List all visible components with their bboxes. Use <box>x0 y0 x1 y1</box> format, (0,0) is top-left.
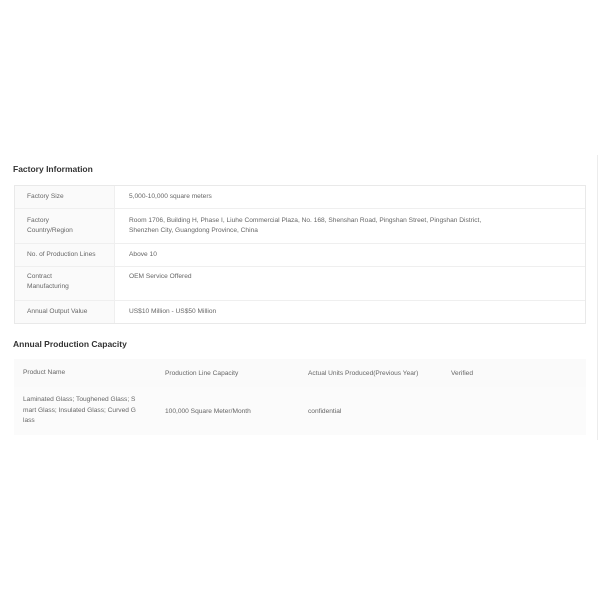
contract-manufacturing-value: OEM Service Offered <box>129 273 192 280</box>
table-row <box>14 387 586 435</box>
annual-production-capacity-title: Annual Production Capacity <box>13 339 127 349</box>
column-header-verified: Verified <box>451 369 473 377</box>
annual-output-label: Annual Output Value <box>15 301 115 323</box>
factory-information-title: Factory Information <box>13 164 93 174</box>
column-header-product-name: Product Name <box>23 368 66 376</box>
column-header-actual-units-produced: Actual Units Produced(Previous Year) <box>308 369 419 377</box>
table-header <box>14 359 586 387</box>
factory-country-region-label: Factory Country/Region <box>15 209 115 243</box>
production-line-capacity-cell: 100,000 Square Meter/Month <box>165 407 251 415</box>
actual-units-produced-cell: confidential <box>308 407 342 415</box>
production-capacity-table <box>14 359 586 435</box>
factory-size-value: 5,000-10,000 square meters <box>129 193 212 200</box>
table-row <box>15 301 585 323</box>
table-row <box>15 186 585 209</box>
annual-output-value: US$10 Million - US$50 Million <box>129 308 217 315</box>
table-row <box>15 267 585 301</box>
factory-information-table <box>14 185 586 324</box>
production-lines-value: Above 10 <box>129 251 157 258</box>
production-lines-label: No. of Production Lines <box>15 244 115 266</box>
column-header-production-line-capacity: Production Line Capacity <box>165 369 239 377</box>
product-name-cell: Laminated Glass; Toughened Glass; S mart Glass; Insulated Glass; Curved G lass <box>23 396 136 425</box>
contract-manufacturing-label: Contract Manufacturing <box>15 267 115 300</box>
content-panel <box>0 155 598 440</box>
factory-size-label: Factory Size <box>15 186 115 208</box>
table-row <box>15 244 585 267</box>
factory-country-region-value: Room 1706, Building H, Phase I, Liuhe Commercial Plaza, No. 168, Shenshan Road, Pingshan Street, Pingshan District, Shenzhen City, Guangdong Province, China <box>129 217 482 234</box>
table-row <box>15 209 585 244</box>
